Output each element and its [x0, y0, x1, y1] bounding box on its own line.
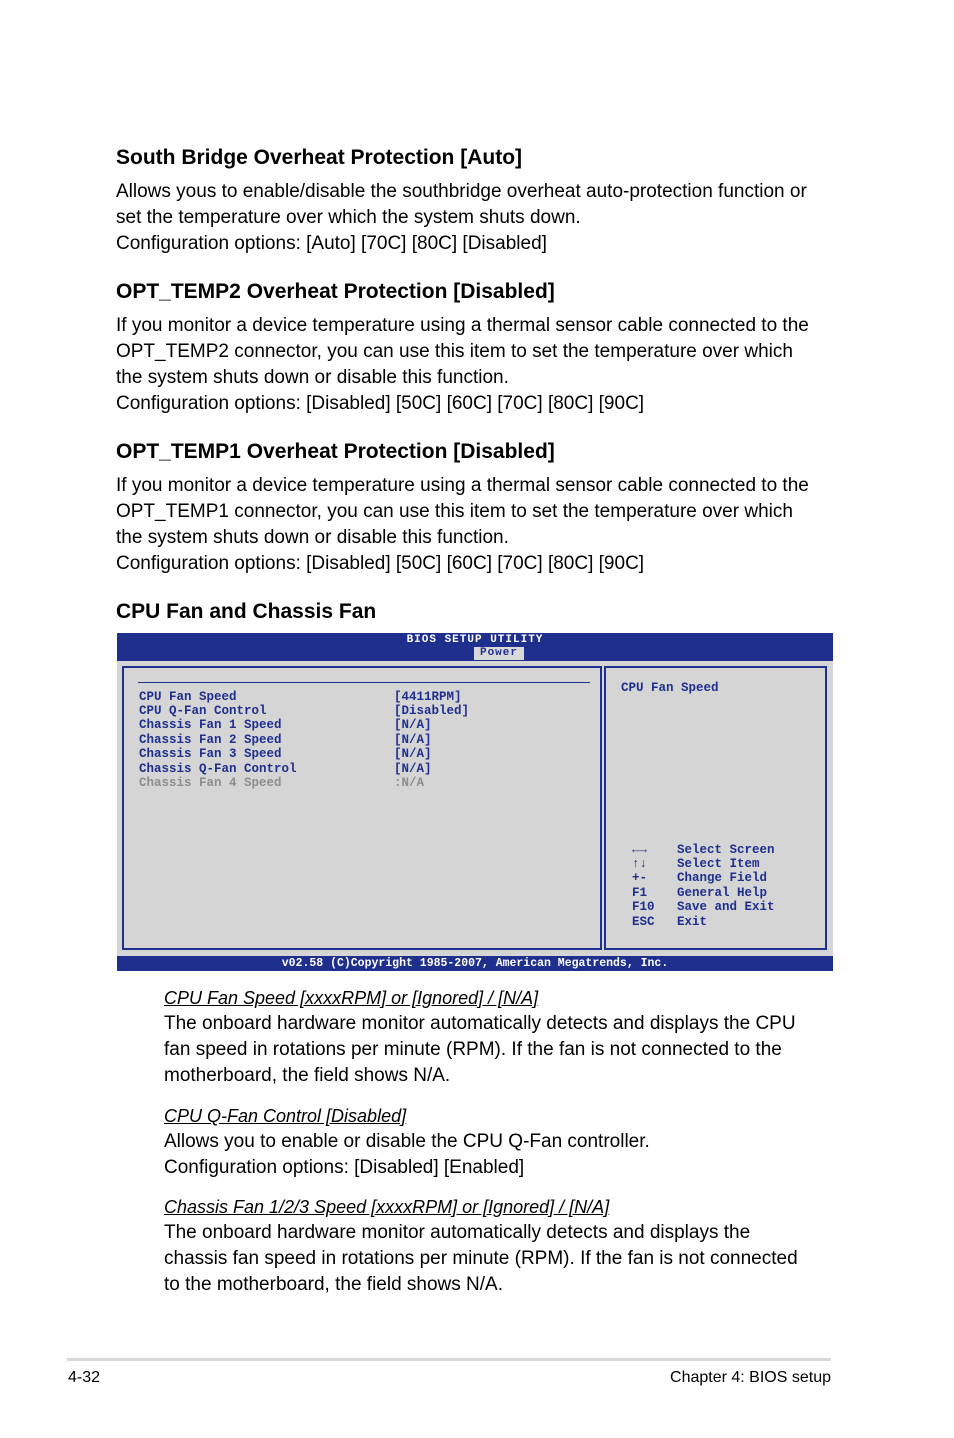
- body-line: Configuration options: [Auto] [70C] [80C] [Disabled]: [116, 233, 547, 254]
- bios-row-chassis-fan-3[interactable]: [139, 747, 599, 761]
- bios-key-desc: Select Screen: [677, 843, 775, 857]
- bios-key: +-: [632, 871, 648, 885]
- bios-row-value: [N/A]: [394, 747, 432, 761]
- section-heading-opt-temp2: OPT_TEMP2 Overheat Protection [Disabled]: [116, 280, 555, 303]
- bios-row-cpu-fan-speed[interactable]: [139, 690, 599, 704]
- item-title-cpu-fan-speed: CPU Fan Speed [xxxxRPM] or [Ignored] / [N/A]: [164, 988, 539, 1008]
- body-line: Configuration options: [Disabled] [Enabled]: [164, 1157, 525, 1178]
- bios-key-select-screen: [632, 843, 822, 857]
- body-line: the system shuts down or disable this function.: [116, 527, 509, 548]
- bios-body: [117, 661, 833, 956]
- bios-row-value: [N/A]: [394, 718, 432, 732]
- item-body-cpu-qfan-control: [164, 1129, 834, 1181]
- bios-help-title: CPU Fan Speed: [621, 681, 719, 695]
- body-line: Configuration options: [Disabled] [50C] [60C] [70C] [80C] [90C]: [116, 553, 645, 574]
- body-line: set the temperature over which the system shuts down.: [116, 207, 581, 228]
- body-line: motherboard, the field shows N/A.: [164, 1065, 451, 1086]
- section-body-south-bridge: [116, 179, 846, 257]
- bios-row-value: :N/A: [394, 776, 425, 790]
- body-line: the system shuts down or disable this function.: [116, 367, 509, 388]
- bios-key: F10: [632, 900, 655, 914]
- item-body-cpu-fan-speed: [164, 1011, 834, 1089]
- bios-key: ESC: [632, 915, 655, 929]
- bios-key-desc: Exit: [677, 915, 708, 929]
- body-line: fan speed in rotations per minute (RPM). If the fan is not connected to the: [164, 1039, 782, 1060]
- body-line: OPT_TEMP2 connector, you can use this item to set the temperature over which: [116, 341, 793, 362]
- bios-row-label: CPU Q-Fan Control: [139, 704, 267, 718]
- body-line: If you monitor a device temperature using a thermal sensor cable connected to the: [116, 475, 809, 496]
- chapter-label: Chapter 4: BIOS setup: [670, 1369, 831, 1386]
- bios-row-value: [Disabled]: [394, 704, 470, 718]
- footer-divider: [67, 1358, 831, 1361]
- section-heading-opt-temp1: OPT_TEMP1 Overheat Protection [Disabled]: [116, 440, 555, 463]
- bios-divider: [138, 682, 590, 683]
- page-number: 4-32: [68, 1369, 101, 1386]
- body-line: Allows yous to enable/disable the southbridge overheat auto-protection function or: [116, 181, 807, 202]
- body-line: chassis fan speed in rotations per minute (RPM). If the fan is not connected: [164, 1248, 798, 1269]
- bios-copyright: v02.58 (C)Copyright 1985-2007, American Megatrends, Inc.: [281, 957, 669, 970]
- bios-key-general-help: [632, 886, 822, 900]
- bios-row-chassis-fan-2[interactable]: [139, 733, 599, 747]
- bios-row-value: [N/A]: [394, 762, 432, 776]
- bios-key-desc: Change Field: [677, 871, 768, 885]
- bios-row-chassis-fan-1[interactable]: [139, 718, 599, 732]
- body-line: OPT_TEMP1 connector, you can use this item to set the temperature over which: [116, 501, 793, 522]
- body-line: If you monitor a device temperature using a thermal sensor cable connected to the: [116, 315, 809, 336]
- bios-row-label: Chassis Fan 1 Speed: [139, 718, 282, 732]
- section-heading-cpu-chassis-fan: CPU Fan and Chassis Fan: [116, 600, 377, 623]
- bios-row-label: Chassis Q-Fan Control: [139, 762, 297, 776]
- bios-key-desc: Select Item: [677, 857, 760, 871]
- section-heading-south-bridge: South Bridge Overheat Protection [Auto]: [116, 146, 523, 169]
- body-line: The onboard hardware monitor automatically detects and displays the CPU: [164, 1013, 796, 1034]
- body-line: Allows you to enable or disable the CPU Q-Fan controller.: [164, 1131, 650, 1152]
- bios-row-chassis-qfan-control[interactable]: [139, 762, 599, 776]
- item-body-chassis-fan-speed: [164, 1220, 834, 1298]
- section-body-opt-temp2: [116, 313, 846, 417]
- bios-row-chassis-fan-4: [139, 776, 599, 790]
- left-right-arrows-icon: ←→: [632, 843, 648, 857]
- bios-tab-power[interactable]: Power: [474, 647, 524, 660]
- bios-key-change-field: [632, 871, 822, 885]
- bios-key-select-item: [632, 857, 822, 871]
- bios-screen: [117, 633, 833, 971]
- section-body-opt-temp1: [116, 473, 846, 577]
- bios-key-save-exit: [632, 900, 822, 914]
- body-line: The onboard hardware monitor automatically detects and displays the: [164, 1222, 751, 1243]
- bios-row-value: [4411RPM]: [394, 690, 462, 704]
- bios-row-value: [N/A]: [394, 733, 432, 747]
- up-down-arrows-icon: ↑↓: [632, 857, 648, 871]
- bios-row-label: Chassis Fan 4 Speed: [139, 776, 282, 790]
- body-line: Configuration options: [Disabled] [50C] [60C] [70C] [80C] [90C]: [116, 393, 645, 414]
- bios-row-label: Chassis Fan 3 Speed: [139, 747, 282, 761]
- bios-help-panel: [604, 666, 827, 950]
- item-title-chassis-fan-speed: Chassis Fan 1/2/3 Speed [xxxxRPM] or [Ignored] / [N/A]: [164, 1197, 610, 1217]
- body-line: to the motherboard, the field shows N/A.: [164, 1274, 504, 1295]
- bios-key-exit: [632, 915, 822, 929]
- bios-key: F1: [632, 886, 648, 900]
- bios-key-desc: General Help: [677, 886, 768, 900]
- bios-row-label: CPU Fan Speed: [139, 690, 237, 704]
- bios-settings-panel: [122, 666, 602, 950]
- bios-row-label: Chassis Fan 2 Speed: [139, 733, 282, 747]
- item-title-cpu-qfan-control: CPU Q-Fan Control [Disabled]: [164, 1106, 407, 1126]
- bios-row-cpu-qfan-control[interactable]: [139, 704, 599, 718]
- bios-key-desc: Save and Exit: [677, 900, 775, 914]
- bios-title: BIOS SETUP UTILITY: [406, 634, 544, 646]
